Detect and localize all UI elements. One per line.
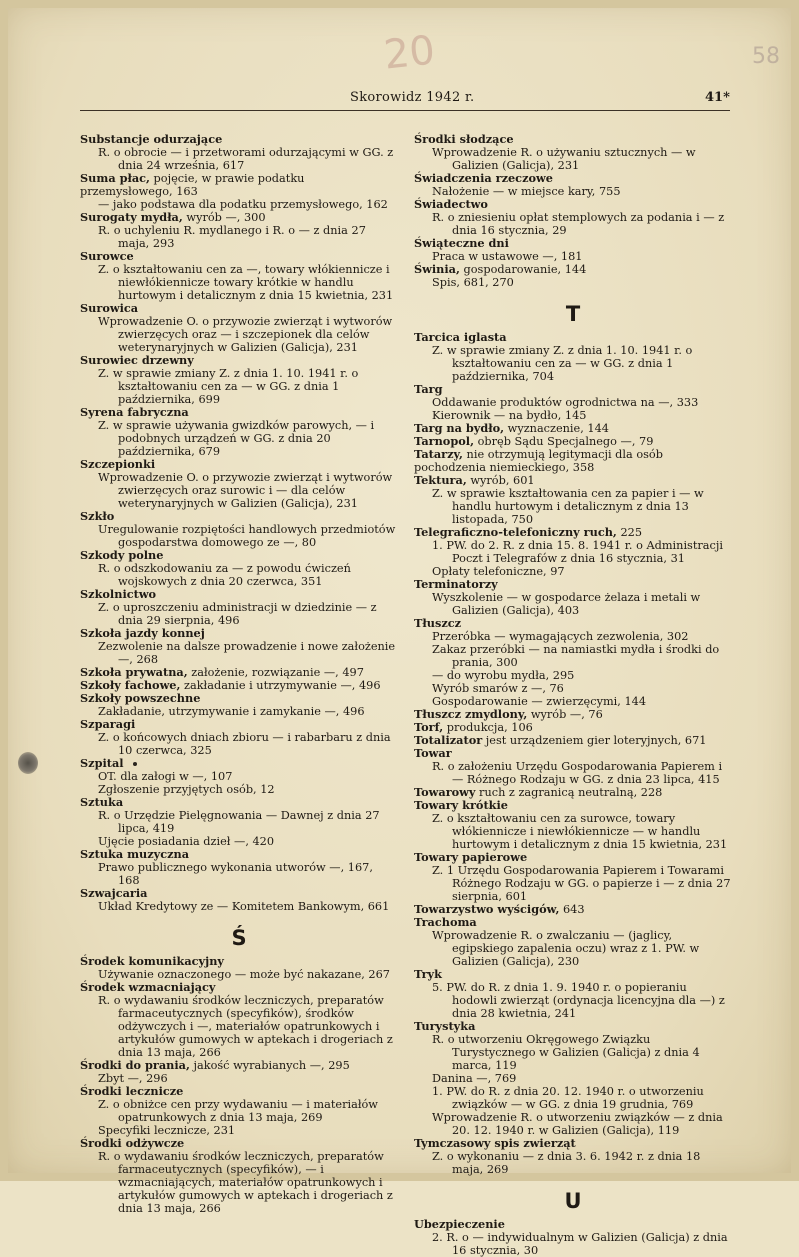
index-subentry: R. o wydawaniu środków leczniczych, preparatów farmaceutycznych (specyfików), środków odżywczych i —, materiałów opatrunkowych i artykułów gumowych w aptekach i drogeriach z dnia 13 maja, 266 <box>98 994 393 1059</box>
index-reference: jest urządzeniem gier loteryjnych, 671 <box>482 734 707 747</box>
index-heading: Świadczenia rzeczowe <box>414 171 553 185</box>
index-entry-inline <box>414 708 732 721</box>
index-heading: Środki słodzące <box>414 132 514 146</box>
index-entry-inline <box>414 448 732 474</box>
index-subentry: Zakładanie, utrzymywanie i zamykanie —, 496 <box>98 705 365 718</box>
index-heading: Szczepionki <box>80 457 156 471</box>
index-subentry: Ujęcie posiadania dzieł —, 420 <box>98 835 275 848</box>
index-subentry: Wprowadzenie O. o przywozie zwierząt i wytworów zwierzęcych oraz surowic i — dla celów weterynaryjnych w Galizien (Galicja), 231 <box>98 471 393 510</box>
index-subentry: Uregulowanie rozpiętości handlowych przedmiotów gospodarstwa domowego ze —, 80 <box>98 523 396 549</box>
index-heading: Substancje odurzające <box>80 132 223 146</box>
index-subentry: Z. o obniżce cen przy wydawaniu — i materiałów opatrunkowych z dnia 13 maja, 269 <box>98 1098 378 1124</box>
index-heading: Surowica <box>80 301 139 315</box>
index-heading: Suma płac, <box>80 171 150 185</box>
index-subentry: Nałożenie — w miejsce kary, 755 <box>432 185 621 198</box>
index-reference: zakładanie i utrzymywanie —, 496 <box>180 679 381 692</box>
index-subentry: Wyszkolenie — w gospodarce żelaza i metali w Galizien (Galicja), 403 <box>432 591 701 617</box>
index-heading: Środki odżywcze <box>80 1136 185 1150</box>
index-heading: Szpital <box>80 756 124 770</box>
index-heading: Syrena fabryczna <box>80 405 189 419</box>
index-heading: Szkody polne <box>80 548 164 562</box>
index-subentry: Używanie oznaczonego — może być nakazane, 267 <box>98 968 390 981</box>
index-reference: założenie, rozwiązanie —, 497 <box>187 666 364 679</box>
index-subentry: Przeróbka — wymagających zezwolenia, 302 <box>432 630 689 643</box>
index-heading: Towary krótkie <box>414 798 508 812</box>
index-reference: pojęcie, w prawie podatku przemysłowego, 163 <box>80 172 305 198</box>
index-heading: Środek wzmacniający <box>80 980 216 994</box>
index-subentry: OT. dla załogi w —, 107 <box>98 770 233 783</box>
page-number: 41* <box>705 90 730 105</box>
pencil-annotation-corner: 58 <box>752 44 780 69</box>
index-heading: Szkło <box>80 509 115 523</box>
index-subentry: Zakaz przeróbki — na namiastki mydła i środki do prania, 300 <box>432 643 720 669</box>
index-subentry: 2. R. o — indywidualnym w Galizien (Galicja) z dnia 16 stycznia, 30 <box>432 1231 728 1257</box>
index-heading: Targ <box>414 382 443 396</box>
index-subentry: Z. o końcowych dniach zbioru — i rabarbaru z dnia 10 czerwca, 325 <box>98 731 391 757</box>
index-subentry: Gospodarowanie — zwierzęcymi, 144 <box>432 695 647 708</box>
index-subentry: Z. w sprawie kształtowania cen za papier i — w handlu hurtowym i detalicznym z dnia 13 listopada, 750 <box>432 487 704 526</box>
index-subentry: Specyfiki lecznicze, 231 <box>98 1124 236 1137</box>
index-entry-inline <box>414 474 732 487</box>
index-heading: Targ na bydło, <box>414 421 505 435</box>
index-heading: Towary papierowe <box>414 850 528 864</box>
index-heading: Tektura, <box>414 473 467 487</box>
index-heading: Szwajcaria <box>80 886 148 900</box>
index-subentry: Zgłoszenie przyjętych osób, 12 <box>98 783 275 796</box>
index-heading: Sztuka muzyczna <box>80 847 190 861</box>
index-heading: Środek komunikacyjny <box>80 954 224 968</box>
index-heading: Szkoła prywatna, <box>80 665 188 679</box>
running-header-title: Skorowidz 1942 r. <box>350 90 475 105</box>
index-entry-inline <box>80 1059 398 1072</box>
pencil-annotation-top: 20 <box>381 27 438 79</box>
index-heading: Turystyka <box>414 1019 476 1033</box>
index-heading: Surogaty mydła, <box>80 210 183 224</box>
index-subentry: Wprowadzenie R. o utworzeniu związków — z dnia 20. 12. 1940 r. w Galizien (Galicja), 119 <box>432 1111 723 1137</box>
index-heading: Towarzystwo wyścigów, <box>414 902 560 916</box>
index-reference: 225 <box>616 526 643 539</box>
binding-hole <box>18 752 38 774</box>
index-heading: Tryk <box>414 967 442 981</box>
index-subentry: Kierownik — na bydło, 145 <box>432 409 587 422</box>
index-subentry: Spis, 681, 270 <box>432 276 514 289</box>
index-reference: ruch z zagranicą neutralną, 228 <box>475 786 663 799</box>
index-heading: Świąteczne dni <box>414 236 509 250</box>
index-reference: wyrób —, 300 <box>182 211 266 224</box>
index-heading: Szkoła jazdy konnej <box>80 626 205 640</box>
index-subentry: — do wyrobu mydła, 295 <box>432 669 575 682</box>
index-heading: Ubezpieczenie <box>414 1217 505 1231</box>
section-letter: U <box>564 1189 582 1213</box>
index-heading: Środki lecznicze <box>80 1084 184 1098</box>
index-heading: Szkolnictwo <box>80 587 157 601</box>
index-heading: Tłuszcz <box>414 616 462 630</box>
index-heading: Surowiec drzewny <box>80 353 194 367</box>
index-subentry: — jako podstawa dla podatku przemysłowego, 162 <box>98 198 388 211</box>
index-subentry: R. o Urzędzie Pielęgnowania — Dawnej z dnia 27 lipca, 419 <box>98 809 380 835</box>
index-heading: Totalizator <box>414 733 483 747</box>
index-subentry: Wprowadzenie R. o zwalczaniu — (jaglicy, egipskiego zapalenia oczu) wraz z 1. PW. w Galizien (Galicja), 230 <box>432 929 700 968</box>
index-subentry: Wprowadzenie R. o używaniu sztucznych — w Galizien (Galicja), 231 <box>432 146 696 172</box>
index-reference: produkcja, 106 <box>443 721 533 734</box>
index-heading: Szkoły powszechne <box>80 691 201 705</box>
index-heading: Towar <box>414 746 452 760</box>
index-reference: wyrób —, 76 <box>527 708 603 721</box>
index-subentry: Zezwolenie na dalsze prowadzenie i nowe założenie —, 268 <box>98 640 396 666</box>
index-heading: Tłuszcz zmydlony, <box>414 707 528 721</box>
index-subentry: R. o utworzeniu Okręgowego Związku Turystycznego w Galizien (Galicja) z dnia 4 marca, 119 <box>432 1033 700 1072</box>
index-reference: wyznaczenie, 144 <box>504 422 609 435</box>
index-subentry: Wprowadzenie O. o przywozie zwierząt i wytworów zwierzęcych oraz — i szczepionek dla celów weterynaryjnych w Galizien (Galicja), 231 <box>98 315 393 354</box>
index-heading: Szkoły fachowe, <box>80 678 181 692</box>
index-subentry: 5. PW. do R. z dnia 1. 9. 1940 r. o popieraniu hodowli zwierząt (ordynacja licencyjna dla —) z dnia 28 kwietnia, 241 <box>432 981 725 1020</box>
index-entry-inline <box>414 734 732 747</box>
index-reference: wyrób, 601 <box>466 474 535 487</box>
index-heading: Surowce <box>80 249 134 263</box>
index-reference: jakość wyrabianych —, 295 <box>189 1059 350 1072</box>
index-heading: Szparagi <box>80 717 136 731</box>
index-subentry: Z. w sprawie zmiany Z. z dnia 1. 10. 1941 r. o kształtowaniu cen za — w GG. z dnia 1 października, 699 <box>98 367 359 406</box>
index-entry-inline <box>80 172 398 198</box>
index-subentry: Z. o wykonaniu — z dnia 3. 6. 1942 r. z dnia 18 maja, 269 <box>432 1150 701 1176</box>
index-column-left <box>80 133 398 1215</box>
index-heading: Terminatorzy <box>414 577 498 591</box>
index-subentry: Z. o kształtowaniu cen za surowce, towary włókiennicze i niewłókiennicze — w handlu hurtowym i detalicznym z dnia 15 kwietnia, 231 <box>432 812 728 851</box>
index-reference: nie otrzymują legitymacji dla osób pochodzenia niemieckiego, 358 <box>414 448 663 474</box>
index-entry-inline <box>414 263 732 276</box>
index-heading: Tymczasowy spis zwierząt <box>414 1136 576 1150</box>
index-subentry: Oddawanie produktów ogrodnictwa na —, 333 <box>432 396 699 409</box>
index-subentry: 1. PW. do 2. R. z dnia 15. 8. 1941 r. o Administracji Poczt i Telegrafów z dnia 16 stycznia, 31 <box>432 539 723 565</box>
index-subentry: Praca w ustawowe —, 181 <box>432 250 583 263</box>
index-heading: Torf, <box>414 720 444 734</box>
index-subentry: Z. o kształtowaniu cen za —, towary włókiennicze i niewłókiennicze towary krótkie w handlu hurtowym i detalicznym z dnia 15 kwietnia, 231 <box>98 263 394 302</box>
section-letter: Ś <box>231 926 247 950</box>
index-entry-inline <box>414 526 732 539</box>
index-subentry: Zbyt —, 296 <box>98 1072 168 1085</box>
index-heading: Telegraficzno-telefoniczny ruch, <box>414 525 617 539</box>
index-subentry: Z. w sprawie używania gwizdków parowych, — i podobnych urządzeń w GG. z dnia 20 października, 679 <box>98 419 375 458</box>
index-heading: Tarcica iglasta <box>414 330 507 344</box>
index-subentry: 1. PW. do R. z dnia 20. 12. 1940 r. o utworzeniu związków — w GG. z dnia 19 grudnia, 769 <box>432 1085 704 1111</box>
index-subentry: R. o odszkodowaniu za — z powodu ćwiczeń wojskowych z dnia 20 czerwca, 351 <box>98 562 351 588</box>
index-subentry: Opłaty telefoniczne, 97 <box>432 565 565 578</box>
index-reference: gospodarowanie, 144 <box>459 263 587 276</box>
index-heading: Tatarzy, <box>414 447 463 461</box>
header-rule <box>80 110 730 111</box>
index-reference: 643 <box>559 903 585 916</box>
index-heading: Świnia, <box>414 262 460 276</box>
index-heading: Towarowy <box>414 785 476 799</box>
index-subentry: Z. o uproszczeniu administracji w dziedzinie — z dnia 29 sierpnia, 496 <box>98 601 377 627</box>
index-subentry: Prawo publicznego wykonania utworów —, 167, 168 <box>98 861 373 887</box>
index-column-right <box>414 133 732 1257</box>
index-subentry: Danina —, 769 <box>432 1072 517 1085</box>
index-heading: Świadectwo <box>414 197 488 211</box>
index-subentry: Z. 1 Urzędu Gospodarowania Papierem i Towarami Różnego Rodzaju w GG. o papierze i — z dnia 27 sierpnia, 601 <box>432 864 731 903</box>
index-subentry: Wyrób smarów z —, 76 <box>432 682 564 695</box>
index-subentry: R. o założeniu Urzędu Gospodarowania Papierem i — Różnego Rodzaju w GG. z dnia 23 lipca, 415 <box>432 760 723 786</box>
section-letter: T <box>565 302 581 326</box>
index-subentry: R. o zniesieniu opłat stemplowych za podania i — z dnia 16 stycznia, 29 <box>432 211 725 237</box>
index-heading: Tarnopol, <box>414 434 475 448</box>
index-reference: obręb Sądu Specjalnego —, 79 <box>474 435 654 448</box>
index-subentry: Układ Kredytowy ze — Komitetem Bankowym, 661 <box>98 900 390 913</box>
index-subentry: R. o obrocie — i przetworami odurzającymi w GG. z dnia 24 września, 617 <box>98 146 394 172</box>
index-heading: Sztuka <box>80 795 124 809</box>
index-subentry: R. o wydawaniu środków leczniczych, preparatów farmaceutycznych (specyfików), — i wzmacniających, materiałów opatrunkowych i artykułów gumowych w aptekach i drogeriach z dnia 13 maja, 266 <box>98 1150 393 1215</box>
index-subentry: Z. w sprawie zmiany Z. z dnia 1. 10. 1941 r. o kształtowaniu cen za — w GG. z dnia 1 października, 704 <box>432 344 693 383</box>
index-heading: Środki do prania, <box>80 1058 190 1072</box>
index-heading: Trachoma <box>414 915 477 929</box>
index-entry-inline <box>80 211 398 224</box>
index-subentry: R. o uchyleniu R. mydlanego i R. o — z dnia 27 maja, 293 <box>98 224 366 250</box>
